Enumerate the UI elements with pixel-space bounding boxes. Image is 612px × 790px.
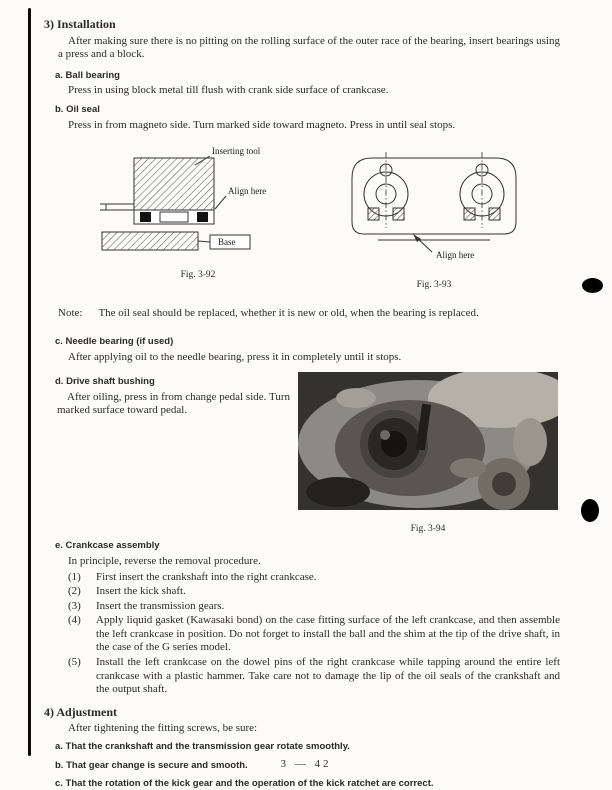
oil-seal-body: Press in from magneto side. Turn marked side toward magneto. Press in until seal stops. xyxy=(68,118,456,131)
binding-mark-bottom xyxy=(581,499,599,522)
assembly-step xyxy=(68,614,560,655)
adjustment-intro: After tightening the fitting screws, be sure: xyxy=(68,722,258,735)
crankcase-assembly-section xyxy=(44,539,560,697)
installation-heading: 3) Installation xyxy=(44,17,116,31)
step-number: (3) xyxy=(68,599,81,612)
needle-bearing-body: After applying oil to the needle bearing, press it in completely until it stops. xyxy=(68,350,402,363)
step-number: (2) xyxy=(68,585,81,598)
page-content xyxy=(44,18,560,790)
crankcase-assembly-heading: e. Crankcase assembly xyxy=(55,540,160,552)
fig-3-92-caption: Fig. 3-92 xyxy=(180,269,216,280)
binding-mark-top xyxy=(582,278,603,293)
note-label: Note: xyxy=(58,307,83,320)
note-paragraph xyxy=(58,307,560,321)
installation-intro: After making sure there is no pitting on the rolling surface of the outer race of the bearing, insert bearings using a press and a block. xyxy=(58,34,560,61)
page-number: 3 — 42 xyxy=(280,758,332,770)
needle-bearing-heading: c. Needle bearing (if used) xyxy=(55,335,174,347)
inserting-tool-block xyxy=(134,158,214,210)
seal-right xyxy=(197,212,208,222)
adjustment-item-a: a. That the crankshaft and the transmission gear rotate smoothly. xyxy=(55,741,350,753)
assembly-step xyxy=(68,585,560,599)
step-text: Insert the kick shaft. xyxy=(96,585,186,598)
base-label: Base xyxy=(218,237,236,248)
step-text: Install the left crankcase on the dowel pins of the right crankcase while tapping around the entire left crankcase with a plastic hammer. Take care not to damage the lip of the oil seals of the crankshaft and the output shaft. xyxy=(96,656,560,696)
step-number: (4) xyxy=(68,614,81,627)
scan-edge-line xyxy=(28,8,31,756)
adjustment-heading: 4) Adjustment xyxy=(44,704,118,719)
drive-shaft-bushing-section xyxy=(44,372,560,536)
figure-3-93 xyxy=(338,148,530,292)
fig-3-94-block xyxy=(298,372,558,536)
adjustment-item-b: b. That gear change is secure and smooth. xyxy=(55,759,248,771)
figures-row xyxy=(92,144,560,292)
step-text: Insert the transmission gears. xyxy=(96,599,225,612)
step-number: (5) xyxy=(68,656,81,669)
inserting-tool-label: Inserting tool xyxy=(212,146,261,157)
assembly-step xyxy=(68,656,560,697)
crankcase-photo xyxy=(298,372,558,510)
inserting-tool-diagram xyxy=(92,144,304,256)
seal-left xyxy=(140,212,151,222)
align-here-label: Align here xyxy=(228,186,267,197)
drive-shaft-bushing-text xyxy=(44,372,290,536)
step-text: First insert the crankshaft into the right crankcase. xyxy=(96,570,317,583)
crankcase-assembly-intro: In principle, reverse the removal procedure. xyxy=(68,554,261,567)
fig-3-93-caption: Fig. 3-93 xyxy=(416,279,452,290)
ball-bearing-body: Press in using block metal till flush with crank side surface of crankcase. xyxy=(68,84,389,97)
oil-seal-heading: b. Oil seal xyxy=(55,103,100,115)
step-text: Apply liquid gasket (Kawasaki bond) on the case fitting surface of the left crankcase, and then assemble the left crankcase in position. Do not forget to install the ball and the shim at the tip of the drive shaft, in the case of the G series model. xyxy=(96,614,560,654)
assembly-step xyxy=(68,600,560,614)
figure-3-92 xyxy=(92,144,304,282)
fig-3-94-caption: Fig. 3-94 xyxy=(410,523,446,534)
base-block xyxy=(102,232,198,250)
crankcase-section-diagram xyxy=(338,148,530,266)
adjustment-item-c: c. That the rotation of the kick gear and the operation of the kick ratchet are correct. xyxy=(55,778,434,790)
step-number: (1) xyxy=(68,570,81,583)
align-here-label: Align here xyxy=(436,250,475,261)
needle-bearing-section xyxy=(44,335,560,364)
drive-shaft-bushing-body: After oiling, press in from change pedal side. Turn marked surface toward pedal. xyxy=(57,390,290,417)
assembly-steps xyxy=(68,571,560,697)
note-text: The oil seal should be replaced, whether it is new or old, when the bearing is replaced. xyxy=(98,307,479,320)
drive-shaft-bushing-heading: d. Drive shaft bushing xyxy=(55,376,155,388)
ball-bearing-heading: a. Ball bearing xyxy=(55,69,120,81)
assembly-step xyxy=(68,571,560,585)
